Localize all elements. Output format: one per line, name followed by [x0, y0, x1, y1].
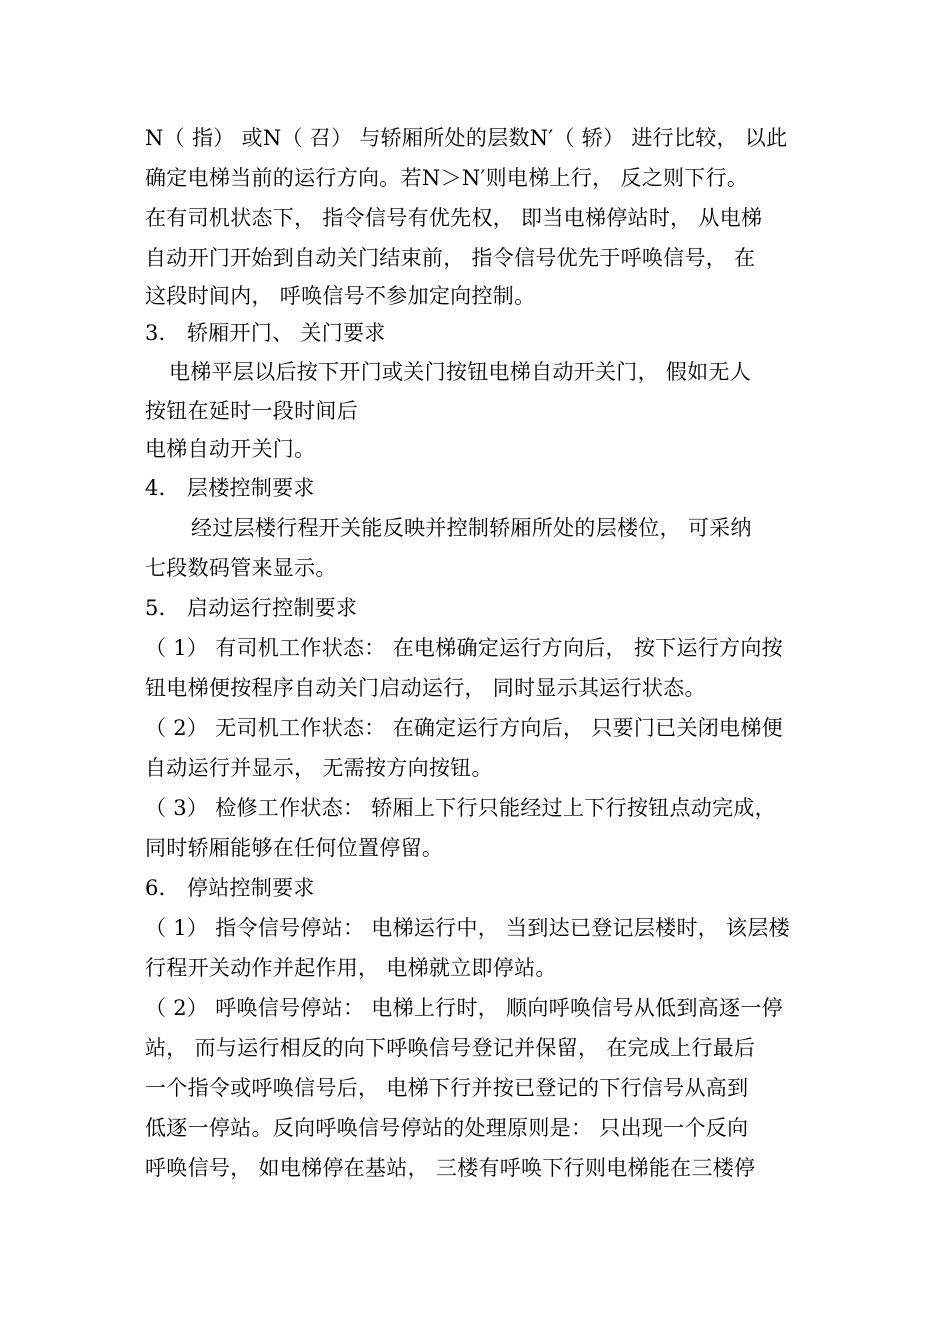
text-line: 一个指令或呼唤信号后， 电梯下行并按已登记的下行信号从高到	[145, 1076, 749, 1100]
text-line: 行程开关动作并起作用， 电梯就立即停站。	[145, 956, 557, 980]
text-line: 低逐一停站。反向呼唤信号停站的处理原则是： 只出现一个反向	[145, 1116, 749, 1140]
text-line: 呼唤信号， 如电梯停在基站， 三楼有呼唤下行则电梯能在三楼停	[145, 1156, 756, 1180]
text-line: 在有司机状态下， 指令信号有优先权， 即当电梯停站时， 从电梯	[145, 206, 763, 230]
text-line: N（ 指） 或N（ 召） 与轿厢所处的层数N′（ 轿） 进行比较， 以此	[145, 126, 788, 150]
text-line: 站， 而与运行相反的向下呼唤信号登记并保留， 在完成上行最后	[145, 1036, 756, 1060]
text-line: （ 2） 无司机工作状态： 在确定运行方向后， 只要门已关闭电梯便	[145, 716, 783, 740]
text-line: 这段时间内， 呼唤信号不参加定向控制。	[145, 284, 536, 308]
section-heading: 4． 层楼控制要求	[145, 476, 315, 500]
text-line: 电梯自动开关门。	[145, 437, 316, 461]
text-line: 按钮在延时一段时间后	[145, 399, 358, 423]
section-heading: 5． 启动运行控制要求	[145, 596, 358, 620]
text-line: 电梯平层以后按下开门或关门按钮电梯自动开关门， 假如无人	[169, 360, 752, 384]
text-line: 自动开门开始到自动关门结束前， 指令信号优先于呼唤信号， 在	[145, 246, 756, 270]
text-line: 钮电梯便按程序自动关门启动运行， 同时显示其运行状态。	[145, 676, 706, 700]
text-line: （ 2） 呼唤信号停站： 电梯上行时， 顺向呼唤信号从低到高逐一停	[145, 996, 783, 1020]
text-line: （ 3） 检修工作状态： 轿厢上下行只能经过上下行按钮点动完成，	[145, 796, 776, 820]
document-body	[145, 118, 810, 1188]
text-line: 自动运行并显示， 无需按方向按钮。	[145, 756, 493, 780]
section-heading: 3． 轿厢开门、 关门要求	[145, 321, 386, 345]
text-line: （ 1） 有司机工作状态： 在电梯确定运行方向后， 按下运行方向按	[145, 636, 783, 660]
text-line: 同时轿厢能够在任何位置停留。	[145, 836, 444, 860]
text-line: （ 1） 指令信号停站： 电梯运行中， 当到达已登记层楼时， 该层楼	[145, 916, 790, 940]
text-line: 经过层楼行程开关能反映并控制轿厢所处的层楼位， 可采纳	[191, 516, 752, 540]
text-line: 确定电梯当前的运行方向。若N＞N′则电梯上行， 反之则下行。	[145, 166, 749, 190]
text-line: 七段数码管来显示。	[145, 556, 337, 580]
section-heading: 6． 停站控制要求	[145, 876, 315, 900]
